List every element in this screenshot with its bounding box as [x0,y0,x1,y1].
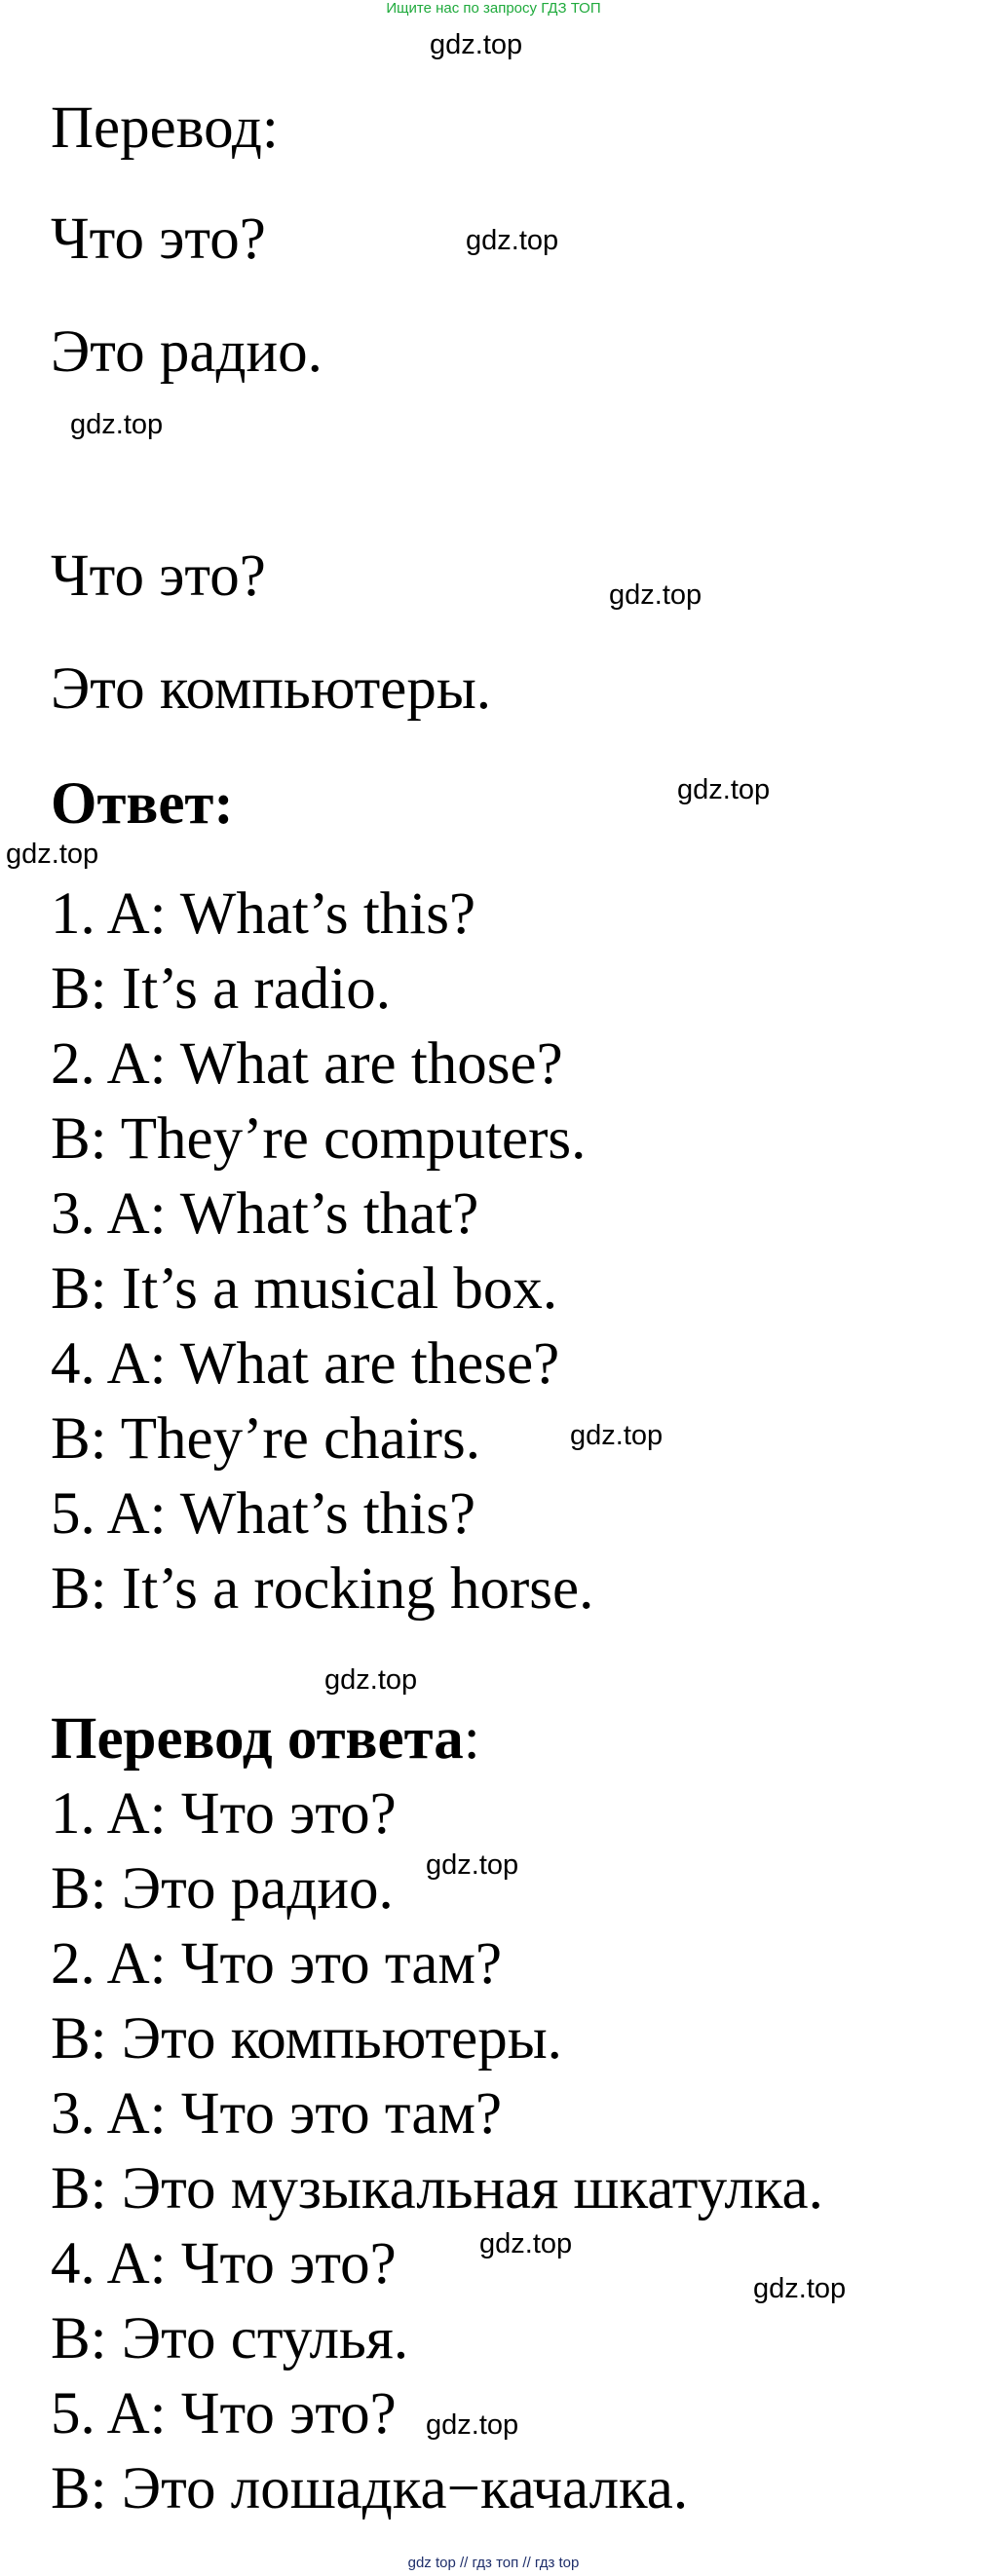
answer-line: B: They’re computers. [51,1106,587,1172]
answer-translation-line: 1. A: Что это? [51,1781,397,1847]
answer-translation-heading [51,1704,480,1774]
footer-watermark: gdz top // гдз топ // гдз top [407,2555,580,2571]
answer-line: B: It’s a rocking horse. [51,1556,594,1622]
watermark: gdz.top [479,2228,573,2259]
watermark: gdz.top [426,2409,519,2441]
translation-line: Что это? [51,206,266,272]
translation-line: Что это? [51,543,266,609]
answer-line: B: They’re chairs. [51,1406,480,1472]
answer-translation-line: B: Это музыкальная шкатулка. [51,2156,823,2221]
watermark: gdz.top [6,839,99,870]
watermark: gdz.top [70,409,164,440]
answer-heading: Ответ: [51,771,234,837]
answer-line: 3. A: What’s that? [51,1181,479,1247]
watermark: gdz.top [753,2273,847,2304]
answer-translation-heading-text: Перевод ответа [51,1706,464,1772]
translation-line: Это радио. [51,319,323,385]
watermark: gdz.top [426,1849,519,1881]
watermark: gdz.top [609,579,702,611]
answer-translation-line: 4. A: Что это? [51,2231,397,2296]
watermark: gdz.top [570,1420,664,1451]
answer-translation-line: B: Это стулья. [51,2306,409,2371]
translation-heading: Перевод: [51,95,279,161]
answer-translation-line: 3. A: Что это там? [51,2081,503,2147]
translation-line: Это компьютеры. [51,656,492,722]
answer-line: B: It’s a musical box. [51,1256,558,1322]
answer-line: 4. A: What are these? [51,1331,560,1397]
watermark: gdz.top [324,1664,418,1696]
watermark: gdz.top [677,774,771,805]
top-banner: Ищите нас по запросу ГДЗ ТОП [386,0,601,17]
watermark: gdz.top [466,225,559,256]
answer-translation-heading-colon: : [463,1706,480,1772]
answer-line: 1. A: What’s this? [51,881,476,947]
answer-line: 5. A: What’s this? [51,1481,476,1547]
answer-translation-line: 2. A: Что это там? [51,1931,503,1997]
answer-translation-line: B: Это компьютеры. [51,2006,562,2072]
answer-translation-line: B: Это радио. [51,1856,394,1922]
answer-line: B: It’s a radio. [51,956,391,1022]
watermark: gdz.top [430,29,523,60]
answer-line: 2. A: What are those? [51,1031,563,1097]
answer-translation-line: B: Это лошадка−качалка. [51,2456,689,2521]
answer-translation-line: 5. A: Что это? [51,2381,397,2446]
